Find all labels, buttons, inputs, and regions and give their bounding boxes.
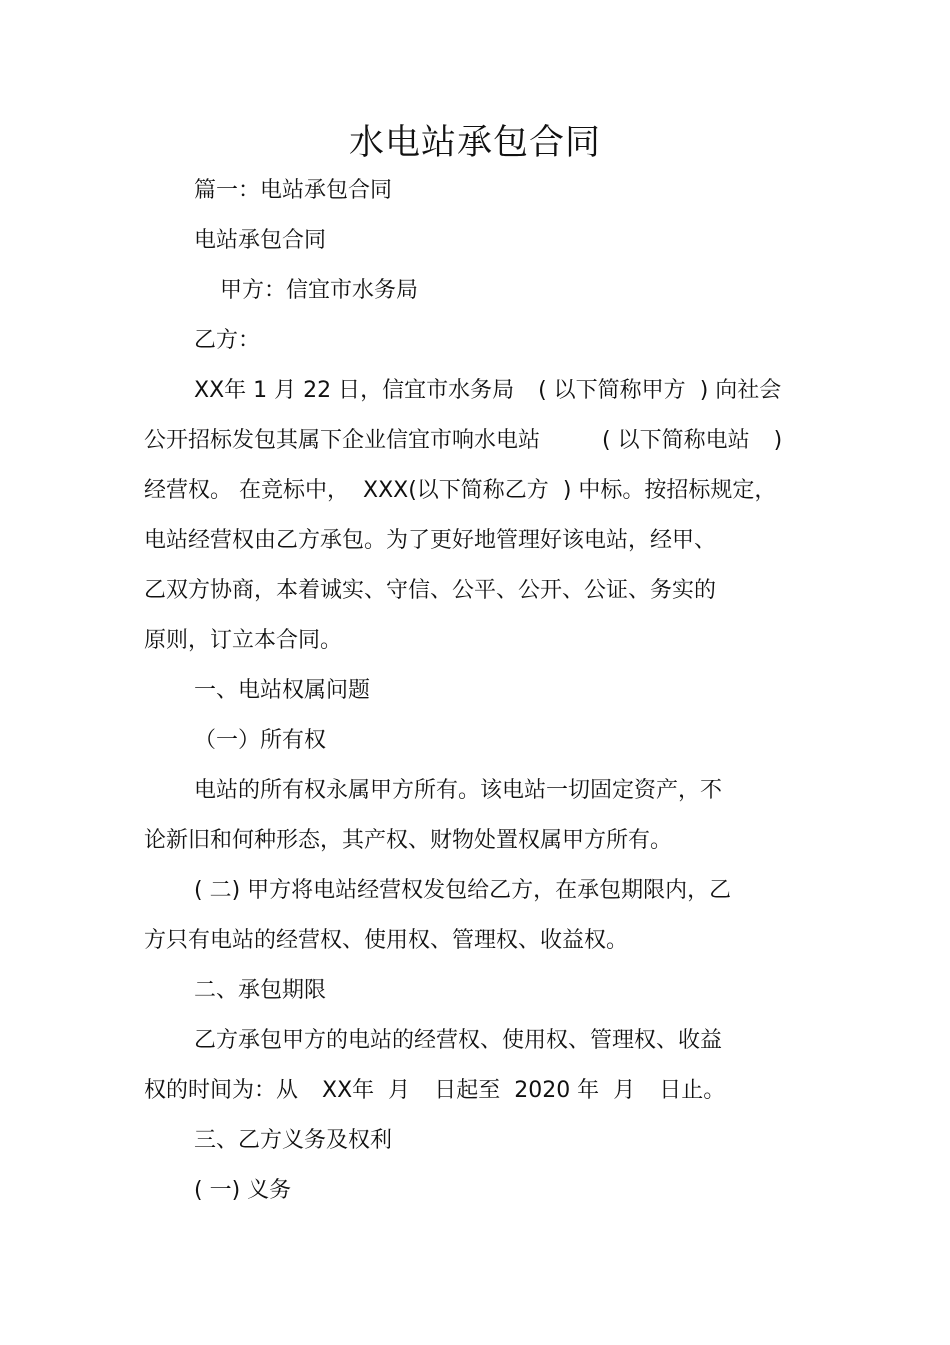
- paragraph-line: 电站的所有权永属甲方所有。该电站一切固定资产，不: [194, 778, 723, 803]
- text-span: ( 以下简称甲方: [538, 378, 686, 403]
- text-span: 权的时间为：从: [144, 1078, 299, 1103]
- text-span: 月: [388, 1078, 411, 1103]
- paragraph-line: 乙方承包甲方的电站的经营权、使用权、管理权、收益: [194, 1028, 723, 1053]
- paragraph-line: [144, 426, 782, 456]
- text-span: 日止。: [659, 1078, 726, 1103]
- text-span: ( 以下简称电站: [602, 428, 750, 453]
- document-title: 水电站承包合同: [348, 123, 601, 163]
- party-b-line: 乙方：: [194, 328, 261, 353]
- text-span: ) 中标。按招标规定，: [562, 478, 777, 503]
- paragraph-line: 方只有电站的经营权、使用权、管理权、收益权。: [144, 928, 629, 953]
- paragraph-line: 乙双方协商，本着诚实、守信、公平、公开、公证、务实的: [144, 578, 717, 603]
- text-span: XXX(以下简称乙方: [363, 478, 549, 503]
- paragraph-line: [144, 476, 776, 506]
- text-span: XX年: [322, 1078, 375, 1103]
- section-heading: 篇一：电站承包合同: [194, 178, 393, 203]
- text-span: 日起至: [434, 1078, 501, 1103]
- party-a-line: 甲方：信宜市水务局: [220, 278, 419, 303]
- text-span: 经营权。 在竞标中，: [144, 478, 349, 503]
- text-span: ): [773, 428, 783, 453]
- paragraph-line: ( 二) 甲方将电站经营权发包给乙方，在承包期限内，乙: [194, 878, 732, 903]
- paragraph-line: 论新旧和何种形态，其产权、财物处置权属甲方所有。: [144, 828, 673, 853]
- paragraph-line: [194, 376, 781, 406]
- text-span: 月: [613, 1078, 636, 1103]
- text-span: XX年 1 月 22 日，信宜市水务局: [194, 378, 515, 403]
- section-heading: 二、承包期限: [194, 978, 327, 1003]
- sub-heading: （一）所有权: [194, 728, 327, 753]
- section-heading: 三、乙方义务及权利: [194, 1128, 393, 1153]
- sub-heading: ( 一) 义务: [194, 1178, 292, 1203]
- sub-heading: 电站承包合同: [194, 228, 327, 253]
- paragraph-line: [144, 1076, 725, 1106]
- text-span: 公开招标发包其属下企业信宜市响水电站: [144, 428, 541, 453]
- paragraph-line: 电站经营权由乙方承包。为了更好地管理好该电站，经甲、: [144, 528, 717, 553]
- section-heading: 一、电站权属问题: [194, 678, 371, 703]
- paragraph-line: 原则，订立本合同。: [144, 628, 343, 653]
- text-span: 2020 年: [514, 1078, 600, 1103]
- text-span: ) 向社会: [699, 378, 782, 403]
